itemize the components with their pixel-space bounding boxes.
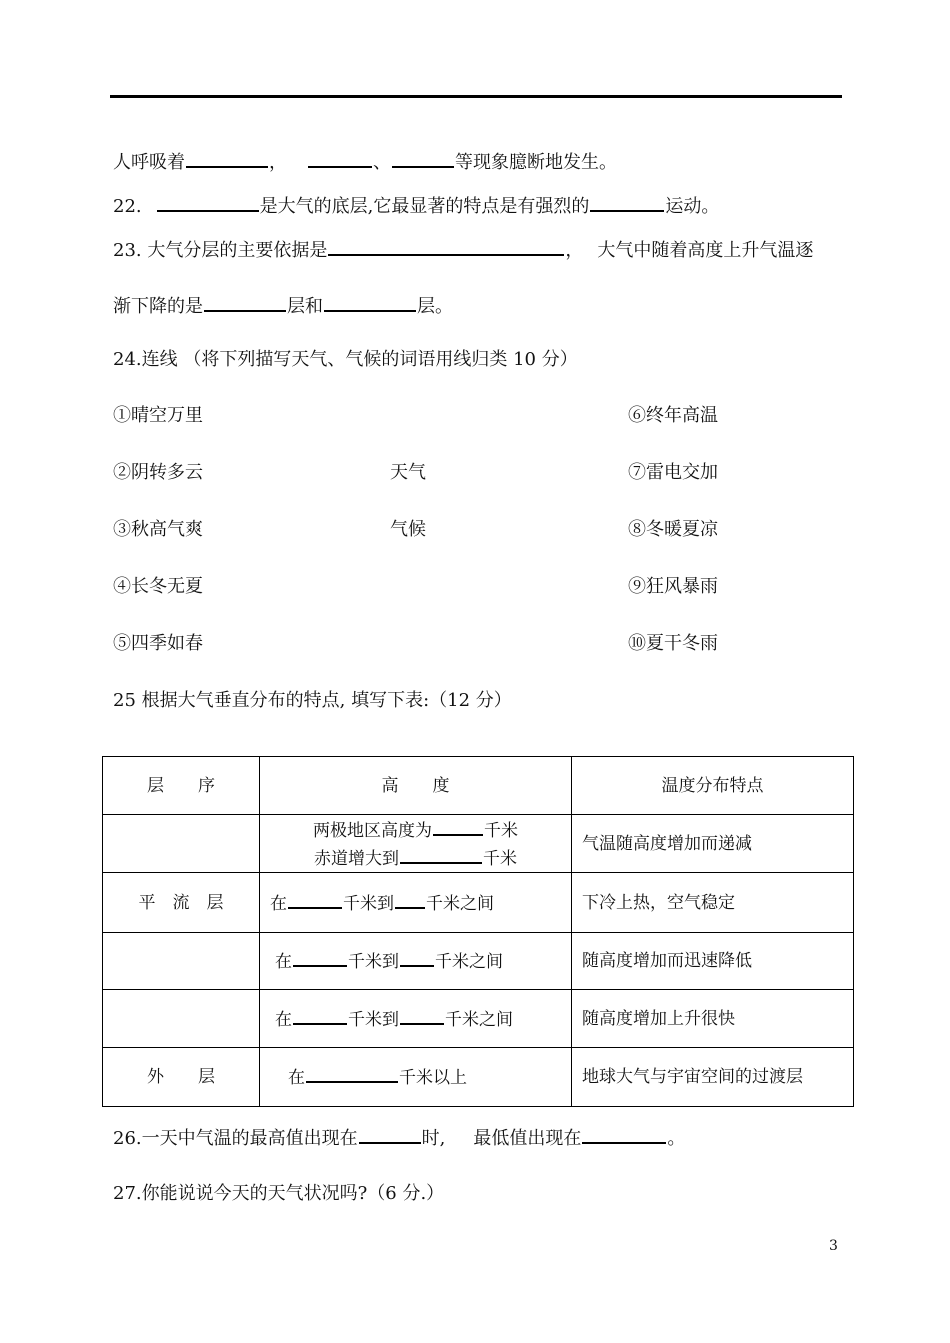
- height-text: 在: [270, 893, 287, 914]
- answer-blank[interactable]: [328, 236, 564, 256]
- q21-text-2: ，: [269, 152, 287, 173]
- height-cell: [260, 873, 572, 933]
- q26-text-3: 最低值出现在: [473, 1128, 582, 1149]
- header-height: 高 度: [260, 757, 572, 815]
- q24-category-weather[interactable]: 天气: [390, 462, 426, 483]
- answer-blank[interactable]: [359, 1124, 421, 1144]
- answer-blank[interactable]: [582, 1124, 666, 1144]
- height-text: 在: [288, 1068, 305, 1088]
- table-header-row: [103, 757, 854, 815]
- q23-text-4: 渐下降的是: [113, 296, 203, 317]
- q22-text-2: 运动。: [665, 196, 720, 217]
- table-row: [103, 933, 854, 990]
- q21-text-1: 人呼吸着: [113, 152, 185, 173]
- answer-blank[interactable]: [306, 1063, 398, 1083]
- layer-cell[interactable]: [103, 815, 260, 873]
- height-text: 千米之间: [445, 1009, 513, 1030]
- question-25-title: 25 根据大气垂直分布的特点, 填写下表:（12 分）: [113, 690, 512, 711]
- q23-text-6: 层。: [417, 296, 453, 317]
- q23-text-1: 大气分层的主要依据是: [147, 240, 328, 261]
- answer-blank[interactable]: [400, 844, 482, 864]
- answer-blank[interactable]: [288, 889, 342, 909]
- layer-cell[interactable]: [103, 933, 260, 990]
- height-text: 赤道增大到: [314, 848, 399, 869]
- answer-blank[interactable]: [293, 1005, 347, 1025]
- question-number: 22.: [113, 196, 142, 217]
- height-cell: [260, 933, 572, 990]
- answer-blank[interactable]: [293, 947, 347, 967]
- q24-left-item[interactable]: ③秋高气爽: [113, 519, 203, 540]
- q24-right-item[interactable]: ⑩夏干冬雨: [628, 633, 718, 654]
- question-number: 23.: [113, 240, 142, 261]
- question-23: [113, 236, 813, 263]
- q24-right-item[interactable]: ⑥终年高温: [628, 405, 718, 426]
- height-text: 千米之间: [435, 952, 503, 972]
- table-row: [103, 1048, 854, 1107]
- height-text: 千米以上: [399, 1068, 467, 1088]
- q26-text-1: 26.一天中气温的最高值出现在: [113, 1128, 358, 1149]
- height-cell: [260, 815, 572, 873]
- height-text: 千米到: [348, 952, 399, 972]
- q26-text-2: 时,: [421, 1128, 446, 1149]
- layer-cell[interactable]: [103, 990, 260, 1048]
- answer-blank[interactable]: [400, 1005, 444, 1025]
- height-text: 两极地区高度为: [313, 820, 432, 841]
- atmosphere-layers-table: [102, 756, 854, 1107]
- q21-text-4: 等现象臆断地发生。: [455, 152, 617, 173]
- height-cell: [260, 1048, 572, 1107]
- temperature-cell: 随高度增加而迅速降低: [572, 933, 854, 990]
- answer-blank[interactable]: [324, 292, 416, 312]
- question-24-title: 24.连线 （将下列描写天气、气候的词语用线归类 10 分）: [113, 349, 578, 370]
- q21-text-3: 、: [373, 152, 391, 173]
- q23-text-3: 大气中随着高度上升气温逐: [597, 240, 814, 261]
- q24-category-climate[interactable]: 气候: [390, 519, 426, 540]
- height-cell: [260, 990, 572, 1048]
- page-number: 3: [829, 1238, 838, 1254]
- q22-text-1: 是大气的底层,它最显著的特点是有强烈的: [259, 196, 590, 217]
- height-text: 在: [275, 952, 292, 972]
- answer-blank[interactable]: [204, 292, 286, 312]
- header-layer: 层 序: [103, 757, 260, 815]
- q26-text-4: 。: [667, 1128, 686, 1149]
- question-22: [113, 192, 719, 219]
- height-text: 千米到: [348, 1009, 399, 1030]
- question-23-line-2: [113, 292, 453, 319]
- answer-blank[interactable]: [590, 192, 664, 212]
- table-row: [103, 815, 854, 873]
- answer-blank[interactable]: [157, 192, 259, 212]
- q23-text-2: ，: [565, 240, 584, 261]
- answer-blank[interactable]: [400, 947, 434, 967]
- unit-text: 千米: [484, 820, 518, 841]
- height-text: 千米到: [343, 893, 394, 914]
- answer-blank[interactable]: [308, 148, 372, 168]
- q24-right-item[interactable]: ⑦雷电交加: [628, 462, 718, 483]
- q24-left-item[interactable]: ①晴空万里: [113, 405, 203, 426]
- answer-blank[interactable]: [392, 148, 454, 168]
- q24-right-item[interactable]: ⑧冬暖夏凉: [628, 519, 718, 540]
- height-text: 千米之间: [426, 893, 494, 914]
- table-row: [103, 990, 854, 1048]
- header-rule: [110, 95, 842, 98]
- layer-cell: 外 层: [103, 1048, 260, 1107]
- table-row: [103, 873, 854, 933]
- answer-blank[interactable]: [395, 889, 425, 909]
- unit-text: 千米: [483, 848, 517, 869]
- q21-continuation: [113, 148, 617, 175]
- q24-left-item[interactable]: ⑤四季如春: [113, 633, 203, 654]
- temperature-cell: 地球大气与宇宙空间的过渡层: [572, 1048, 854, 1107]
- answer-blank[interactable]: [433, 816, 483, 836]
- temperature-cell: 下冷上热，空气稳定: [572, 873, 854, 933]
- q23-text-5: 层和: [287, 296, 323, 317]
- q24-right-item[interactable]: ⑨狂风暴雨: [628, 576, 718, 597]
- layer-cell: 平 流 层: [103, 873, 260, 933]
- height-text: 在: [275, 1009, 292, 1030]
- question-26: [113, 1124, 685, 1151]
- answer-blank[interactable]: [186, 148, 268, 168]
- header-temperature: 温度分布特点: [572, 757, 854, 815]
- question-27: 27.你能说说今天的天气状况吗?（6 分.）: [113, 1183, 445, 1204]
- q24-left-item[interactable]: ②阴转多云: [113, 462, 203, 483]
- q24-left-item[interactable]: ④长冬无夏: [113, 576, 203, 597]
- temperature-cell: 气温随高度增加而递减: [572, 815, 854, 873]
- temperature-cell: 随高度增加上升很快: [572, 990, 854, 1048]
